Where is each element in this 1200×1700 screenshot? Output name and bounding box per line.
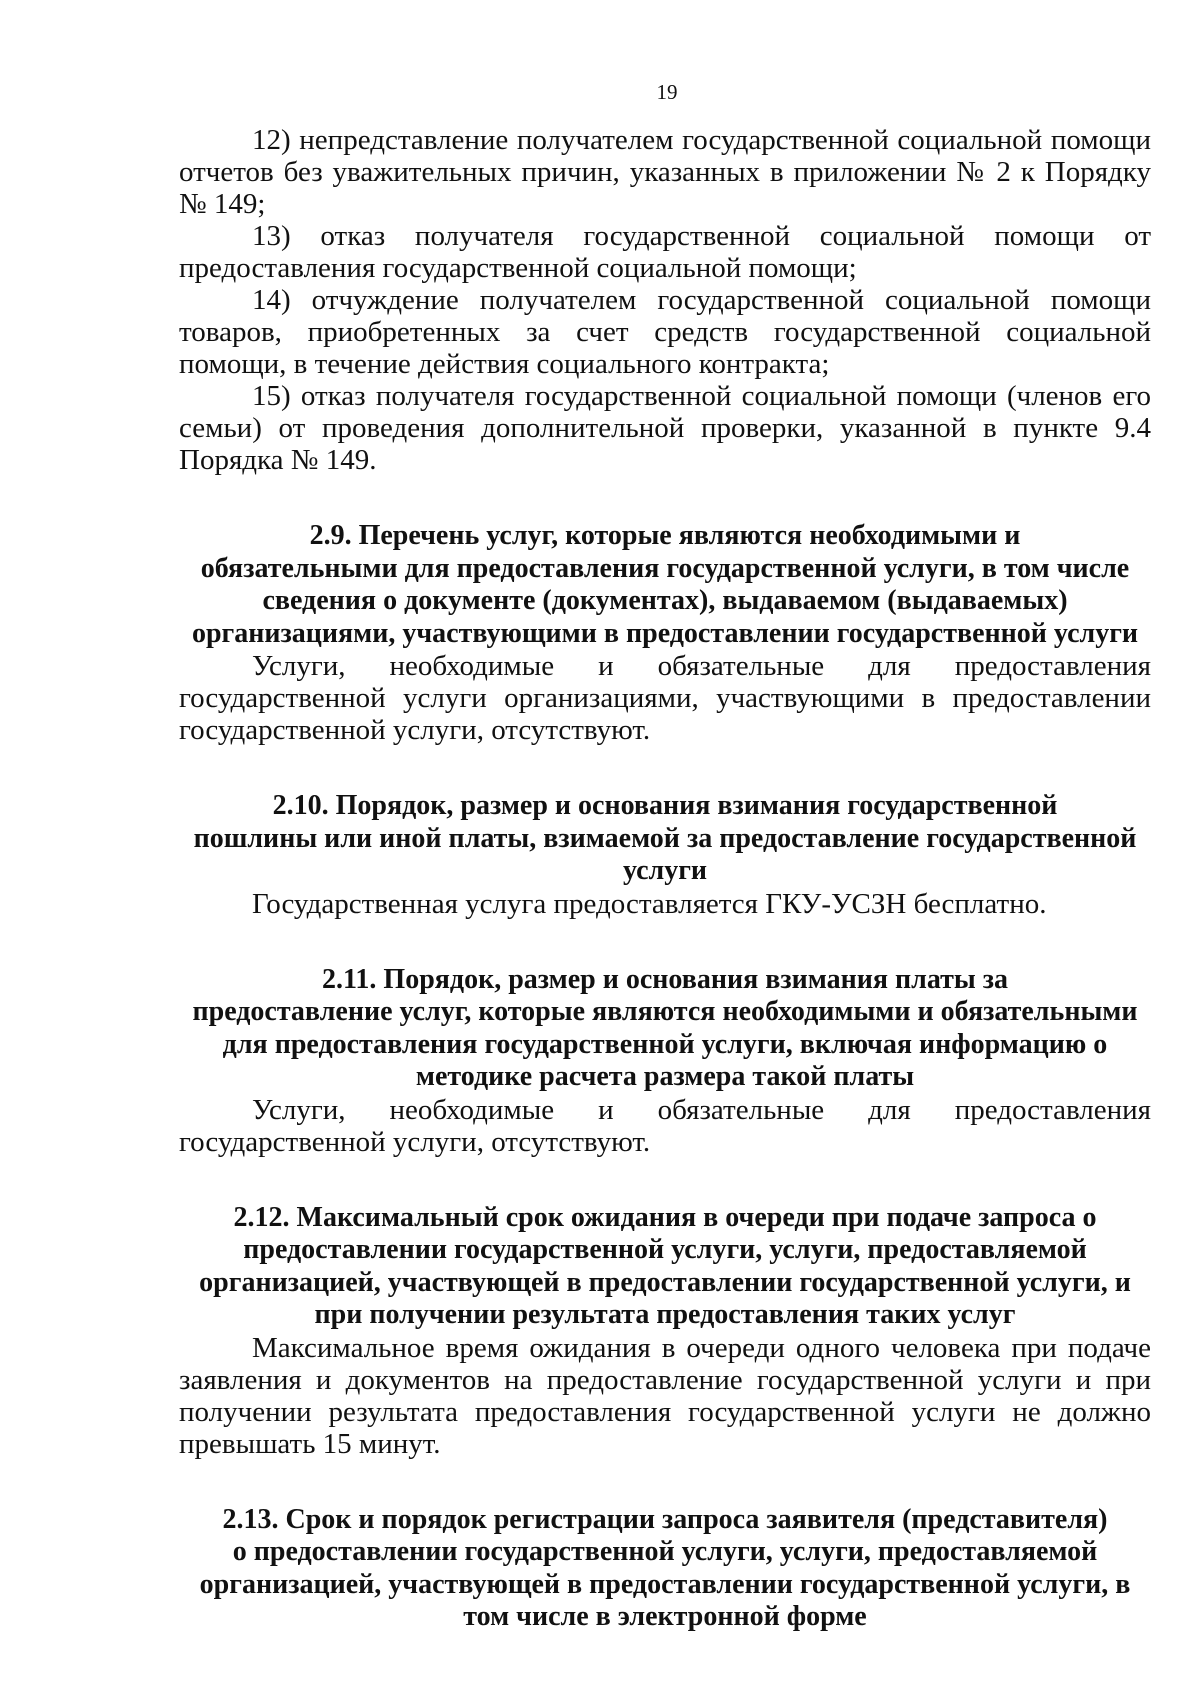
section-body-2-12: Максимальное время ожидания в очереди одного человека при подаче заявления и документов на предоставление государственной услуги и при получении результата предоставления государственной услуги не должно превышать 15 минут. [179, 1331, 1151, 1460]
section-heading-2-11: 2.11. Порядок, размер и основания взимания платы за предоставление услуг, которые являются необходимыми и обязательными для предоставления государственной услуги, включая информацию о методике расчета размера такой платы [192, 963, 1138, 1092]
section-body-2-9: Услуги, необходимые и обязательные для предоставления государственной услуги организациями, участвующими в предоставлении государственной услуги, отсутствуют. [179, 650, 1151, 746]
list-item-12: 12) непредставление получателем государственной социальной помощи отчетов без уважительных причин, указанных в приложении № 2 к Порядку № 149; [179, 124, 1151, 220]
list-item-13: 13) отказ получателя государственной социальной помощи от предоставления государственной социальной помощи; [179, 220, 1151, 284]
section-heading-2-12: 2.12. Максимальный срок ожидания в очереди при подаче запроса о предоставлении государственной услуги, услуги, предоставляемой организацией, участвующей в предоставлении государственной услуги, и при получении результата предоставления таких услуг [199, 1201, 1131, 1330]
list-item-15: 15) отказ получателя государственной социальной помощи (членов его семьи) от проведения дополнительной проверки, указанной в пункте 9.4 Порядка № 149. [179, 380, 1151, 476]
document-page [179, 80, 1151, 1634]
section-heading-2-10: 2.10. Порядок, размер и основания взимания государственной пошлины или иной платы, взимаемой за предоставление государственной услуги [193, 790, 1137, 886]
section-heading-2-13: 2.13. Срок и порядок регистрации запроса заявителя (представителя) о предоставлении государственной услуги, услуги, предоставляемой организацией, участвующей в предоставлении государственной услуги, в том числе в электронной форме [199, 1503, 1131, 1632]
section-body-2-10: Государственная услуга предоставляется ГКУ-УСЗН бесплатно. [252, 887, 1047, 920]
section-heading-2-9: 2.9. Перечень услуг, которые являются необходимыми и обязательными для предоставления государственной услуги, в том числе сведения о документе (документах), выдаваемом (выдаваемых) организациями, участвующими в предоставлении государственной услуги [191, 520, 1139, 649]
section-body-2-11: Услуги, необходимые и обязательные для предоставления государственной услуги, отсутствуют. [179, 1093, 1151, 1158]
page-number: 19 [656, 80, 678, 104]
list-item-14: 14) отчуждение получателем государственной социальной помощи товаров, приобретенных за счет средств государственной социальной помощи, в течение действия социального контракта; [179, 284, 1151, 380]
